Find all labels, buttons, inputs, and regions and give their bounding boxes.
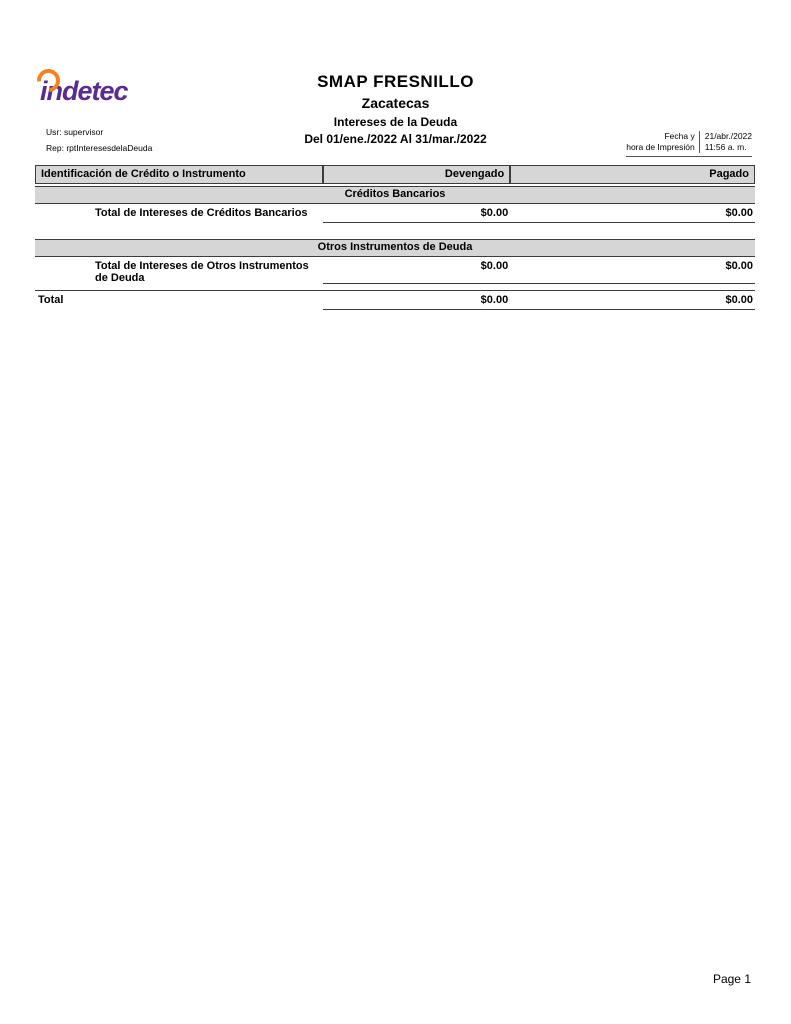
row-label: Total de Intereses de Otros Instrumentos de Deuda bbox=[95, 260, 309, 284]
total-label: Total bbox=[38, 294, 64, 306]
total-row bbox=[35, 290, 755, 310]
print-date-value: 21/abr./2022 bbox=[704, 131, 752, 141]
table-row-creditos-bancarios bbox=[35, 204, 755, 223]
row-devengado-value: $0.00 bbox=[323, 207, 510, 223]
report-period: Del 01/ene./2022 Al 31/mar./2022 bbox=[304, 132, 487, 146]
report-name: Intereses de la Deuda bbox=[333, 115, 458, 129]
section-title-otros-instrumentos: Otros Instrumentos de Deuda bbox=[35, 239, 755, 257]
col-header-pagado: Pagado bbox=[510, 165, 755, 184]
table-header-row bbox=[35, 165, 755, 184]
print-time-label: hora de Impresión bbox=[626, 142, 695, 152]
report-id-line: Rep: rptInteresesdelaDeuda bbox=[46, 143, 153, 153]
table-row-otros-instrumentos bbox=[35, 257, 755, 284]
print-info-labels bbox=[626, 131, 699, 153]
section-title-creditos-bancarios: Créditos Bancarios bbox=[35, 186, 755, 204]
col-header-devengado: Devengado bbox=[323, 165, 510, 184]
total-pagado-value: $0.00 bbox=[510, 294, 755, 310]
org-title: SMAP FRESNILLO bbox=[317, 72, 474, 91]
report-table bbox=[35, 165, 755, 310]
print-date-label: Fecha y bbox=[664, 131, 695, 141]
indetec-logo-text: indetec bbox=[40, 76, 128, 106]
row-devengado-value: $0.00 bbox=[323, 260, 510, 284]
col-header-instrumento: Identificación de Crédito o Instrumento bbox=[35, 165, 323, 184]
row-pagado-value: $0.00 bbox=[510, 260, 755, 284]
user-line: Usr: supervisor bbox=[46, 127, 104, 137]
row-label: Total de Intereses de Créditos Bancarios bbox=[95, 207, 308, 219]
row-pagado-value: $0.00 bbox=[510, 207, 755, 223]
org-subtitle: Zacatecas bbox=[361, 95, 430, 111]
print-time-value: 11:56 a. m. bbox=[704, 142, 747, 152]
page-number: Page 1 bbox=[712, 972, 751, 986]
total-devengado-value: $0.00 bbox=[323, 294, 510, 310]
user-report-meta bbox=[46, 127, 152, 159]
print-info bbox=[626, 131, 752, 157]
print-info-values bbox=[699, 131, 752, 153]
